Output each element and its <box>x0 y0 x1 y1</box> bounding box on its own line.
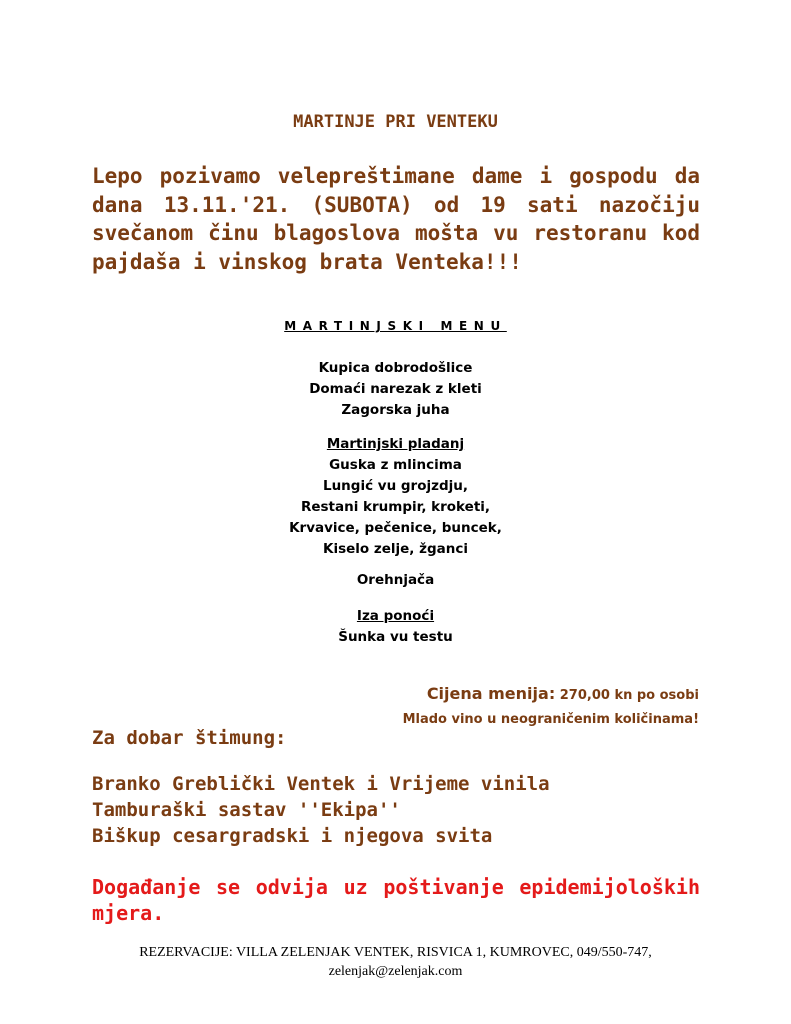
menu-item: Kupica dobrodošlice <box>318 360 473 376</box>
price-label: Cijena menija: <box>426 684 556 703</box>
menu-starters <box>0 358 791 421</box>
menu-item: Kiselo zelje, žganci <box>322 541 468 557</box>
price-block <box>403 682 699 732</box>
performer: Biškup cesargradski i njegova svita <box>92 825 493 847</box>
menu-item: Guska z mlincima <box>329 457 462 473</box>
platter-title: Martinjski pladanj <box>326 436 465 452</box>
price-value: 270,00 kn po osobi <box>559 688 699 703</box>
menu-item: Orehnjača <box>356 572 435 588</box>
performer: Branko Greblički Ventek i Vrijeme vinila <box>92 773 550 795</box>
reservation-footer <box>0 943 791 981</box>
wine-note: Mlado vino u neograničenim količinama! <box>402 712 699 727</box>
menu-item: Krvavice, pečenice, buncek, <box>289 520 502 536</box>
menu-item: Restani krumpir, kroketi, <box>300 499 491 515</box>
reservation-email: zelenjak@zelenjak.com <box>328 964 463 979</box>
price-line <box>403 682 699 708</box>
entertainment-title: Za dobar štimung: <box>92 727 287 749</box>
performer-list <box>92 771 550 849</box>
menu-heading: MARTINJSKI MENU <box>284 319 507 333</box>
performer: Tamburaški sastav ''Ekipa'' <box>92 799 401 821</box>
menu-item: Lungić vu grojzdju, <box>322 478 469 494</box>
menu-item: Domaći narezak z kleti <box>309 381 482 397</box>
reservation-address: REZERVACIJE: VILLA ZELENJAK VENTEK, RISVICA 1, KUMROVEC, 049/550-747, <box>139 945 652 960</box>
invitation-text: Lepo pozivamo velepreštimane dame i gospodu da dana 13.11.'21. (SUBOTA) od 19 sati nazočiju svečanom činu blagoslova mošta vu restoranu kod pajdaša i vinskog brata Venteka!!! <box>92 164 700 274</box>
menu-dessert <box>0 570 791 591</box>
menu-midnight <box>0 606 791 648</box>
midnight-title: Iza ponoći <box>356 608 435 624</box>
epidemic-notice: Događanje se odvija uz poštivanje epidemijoloških mjera. <box>92 875 700 925</box>
menu-item: Zagorska juha <box>341 402 450 418</box>
menu-platter <box>0 434 791 560</box>
page-title: MARTINJE PRI VENTEKU <box>293 112 498 132</box>
menu-item: Šunka vu testu <box>338 629 453 645</box>
